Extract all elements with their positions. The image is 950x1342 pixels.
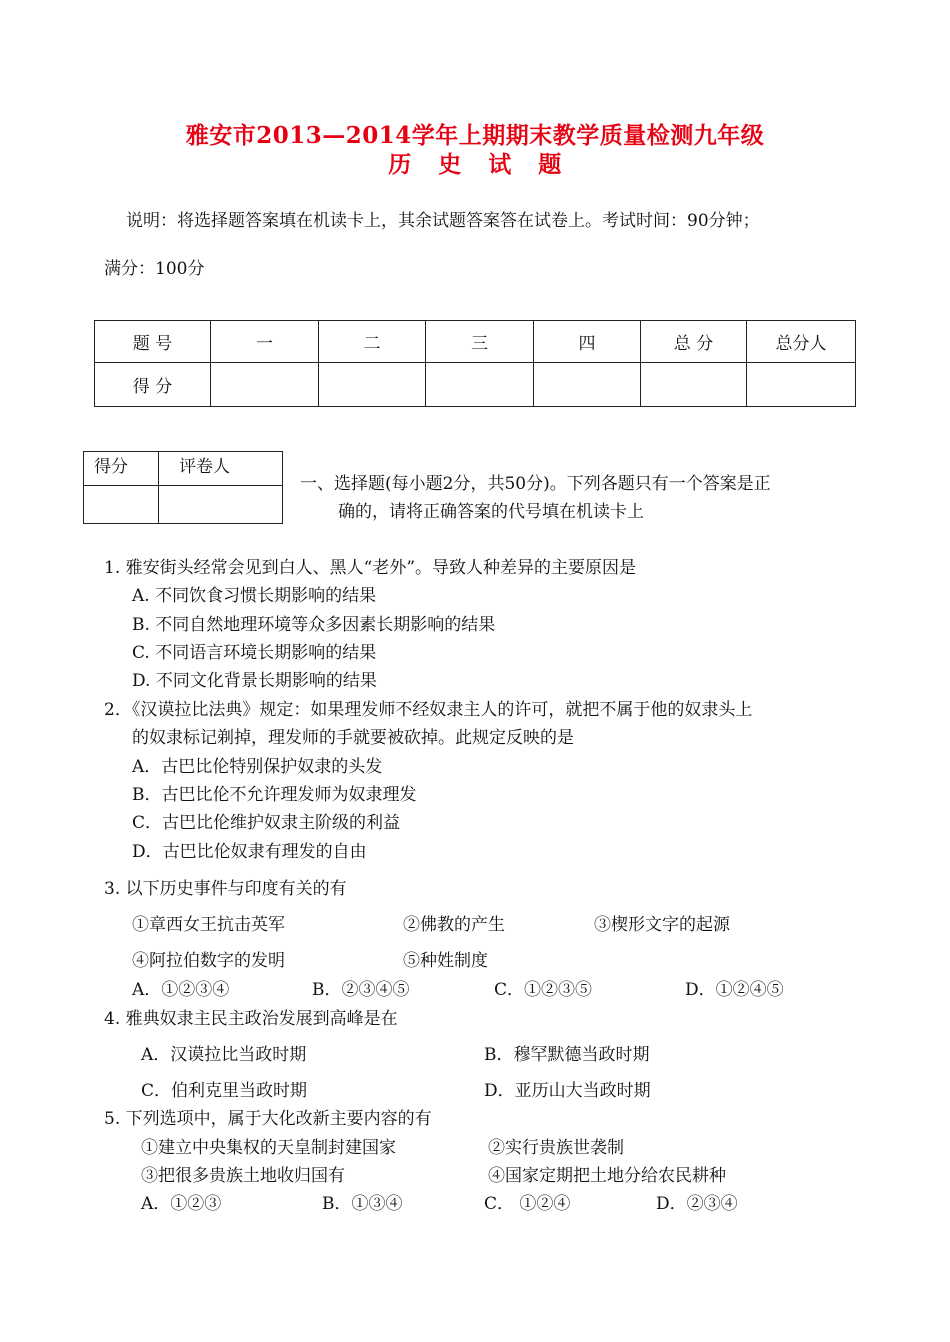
q3-option-c: C．①②③⑤ — [494, 980, 593, 1000]
q4-option-d: D．亚历山大当政时期 — [484, 1081, 651, 1101]
score-cell[interactable] — [641, 363, 747, 407]
q4-stem: 4. 雅典奴隶主民主政治发展到高峰是在 — [104, 1009, 398, 1029]
score-header-cell: 总 分 — [641, 321, 747, 363]
q5-item-2: ②实行贵族世袭制 — [488, 1138, 624, 1158]
instructions-line2: 满分：100分 — [104, 259, 205, 279]
score-cell[interactable] — [426, 363, 534, 407]
score-cell[interactable] — [319, 363, 426, 407]
q3-item-2: ②佛教的产生 — [403, 915, 505, 935]
score-table — [94, 320, 856, 407]
section1-heading: 一、选择题(每小题2分，共50分)。下列各题只有一个答案是正 — [300, 474, 771, 494]
score-cell[interactable] — [747, 363, 856, 407]
grader-score-label: 得分 — [84, 452, 159, 486]
q5-option-b: B．①③④ — [322, 1194, 403, 1214]
q4-option-b: B．穆罕默德当政时期 — [484, 1045, 650, 1065]
q5-option-c: C． ①②④ — [484, 1194, 571, 1214]
q4-option-c: C．伯利克里当政时期 — [141, 1081, 308, 1101]
q5-item-4: ④国家定期把土地分给农民耕种 — [488, 1166, 726, 1186]
q1-option-d: D. 不同文化背景长期影响的结果 — [132, 671, 377, 691]
q2-option-a: A．古巴比伦特别保护奴隶的头发 — [132, 757, 383, 777]
q3-option-a: A．①②③④ — [132, 980, 230, 1000]
q3-item-3: ③楔形文字的起源 — [594, 915, 730, 935]
grader-name-cell[interactable] — [159, 486, 283, 524]
q4-option-a: A．汉谟拉比当政时期 — [141, 1045, 307, 1065]
q5-item-1: ①建立中央集权的天皇制封建国家 — [141, 1138, 396, 1158]
score-header-cell: 一 — [211, 321, 319, 363]
q2-option-b: B．古巴比伦不允许理发师为奴隶理发 — [132, 785, 417, 805]
q2-stem-cont: 的奴隶标记剃掉，理发师的手就要被砍掉。此规定反映的是 — [132, 728, 574, 748]
q3-option-d: D．①②④⑤ — [685, 980, 784, 1000]
q1-option-b: B. 不同自然地理环境等众多因素长期影响的结果 — [132, 615, 496, 635]
score-cell[interactable] — [534, 363, 641, 407]
section1-heading-cont: 确的，请将正确答案的代号填在机读卡上 — [338, 502, 644, 522]
q5-item-3: ③把很多贵族土地收归国有 — [141, 1166, 345, 1186]
q5-option-d: D．②③④ — [656, 1194, 738, 1214]
q3-item-5: ⑤种姓制度 — [403, 951, 488, 971]
q3-item-4: ④阿拉伯数字的发明 — [132, 951, 285, 971]
score-cell[interactable] — [211, 363, 319, 407]
q5-stem: 5. 下列选项中，属于大化改新主要内容的有 — [104, 1109, 432, 1129]
q1-option-a: A. 不同饮食习惯长期影响的结果 — [132, 586, 377, 606]
exam-subtitle: 历 史 试 题 — [388, 151, 562, 178]
instructions-line1: 说明：将选择题答案填在机读卡上，其余试题答案答在试卷上。考试时间：90分钟； — [126, 211, 760, 231]
q3-stem: 3. 以下历史事件与印度有关的有 — [104, 879, 347, 899]
q5-option-a: A．①②③ — [141, 1194, 222, 1214]
q2-stem: 2．《汉谟拉比法典》规定：如果理发师不经奴隶主人的许可，就把不属于他的奴隶头上 — [104, 700, 753, 720]
grader-name-label: 评卷人 — [159, 452, 283, 486]
score-header-cell: 二 — [319, 321, 426, 363]
score-header-cell: 总分人 — [747, 321, 856, 363]
exam-title: 雅安市2013—2014学年上期期末教学质量检测九年级 — [185, 122, 765, 149]
q3-option-b: B．②③④⑤ — [312, 980, 410, 1000]
q3-item-1: ①章西女王抗击英军 — [132, 915, 285, 935]
q2-option-c: C．古巴比伦维护奴隶主阶级的利益 — [132, 813, 401, 833]
q1-option-c: C. 不同语言环境长期影响的结果 — [132, 643, 377, 663]
score-header-cell: 题 号 — [95, 321, 211, 363]
grader-score-cell[interactable] — [84, 486, 159, 524]
q2-option-d: D．古巴比伦奴隶有理发的自由 — [132, 842, 367, 862]
grader-box — [83, 451, 283, 524]
score-header-cell: 三 — [426, 321, 534, 363]
score-row-label: 得 分 — [95, 363, 211, 407]
q1-stem: 1. 雅安街头经常会见到白人、黑人“老外”。导致人种差异的主要原因是 — [104, 558, 637, 578]
score-header-cell: 四 — [534, 321, 641, 363]
